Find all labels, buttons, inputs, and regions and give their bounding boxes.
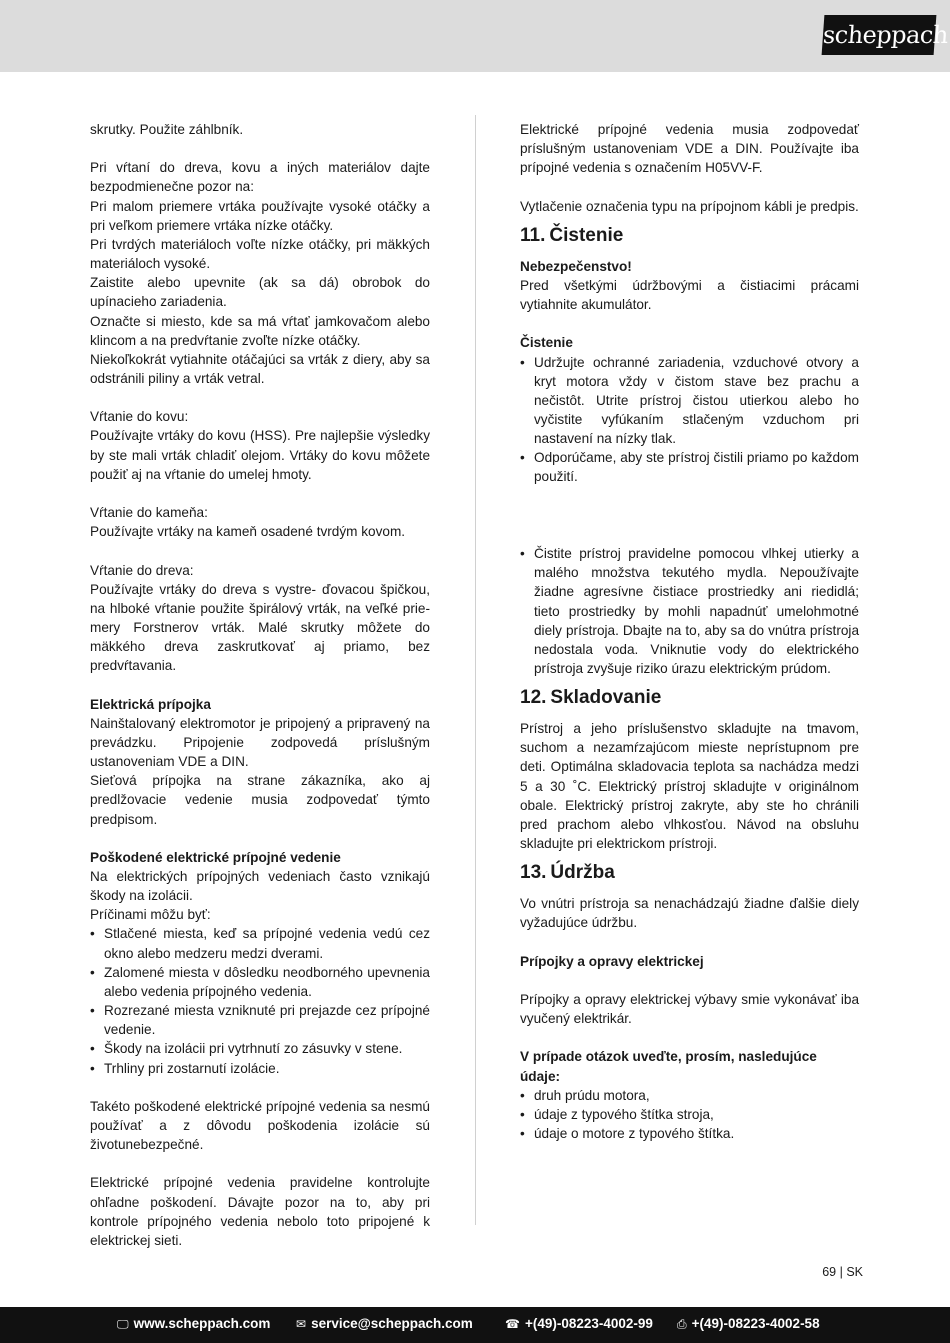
paragraph: Elektrické prípojné vedenia musia zodpovedať príslušným ustanoveniam VDE a DIN. Používajte iba prípojné vedenia s označením H05VV-F. (520, 122, 859, 176)
paragraph: skrutky. Použite záhlbník. (90, 122, 244, 137)
subheading-stone: Vŕtanie do kameňa: (90, 505, 208, 521)
list-item: • Zalomené miesta v dôsledku neodborného upevnenia alebo vedenia prípojného vedenia. (90, 963, 430, 1001)
list-item: • Stlačené miesta, keď sa prípojné vedenia vedú cez okno alebo medzeru medzi dverami. (90, 924, 430, 962)
list-item: • Trhliny pri zostarnutí izolácie. (90, 1059, 430, 1078)
paragraph: Vytlačenie označenia typu na prípojnom kábli je predpis. (520, 198, 859, 214)
paragraph: Sieťová prípojka na strane zákazníka, ako aj predlžovacie vedenie musia zodpovedať týmto predpisom. (90, 773, 430, 827)
phone-number: +(49)-08223-4002-99 (524, 1316, 653, 1331)
footer-email[interactable] (296, 1316, 473, 1331)
heading-repairs: Prípojky a opravy elektrickej (520, 953, 704, 969)
subheading-metal: Vŕtanie do kovu: (90, 409, 189, 425)
list-item: • údaje z typového štítka stroja, (520, 1105, 859, 1124)
paragraph: Používajte vrtáky do dreva s vystre- ďovacou špičkou, na hlboké vŕtanie použite špirálový vrták, na veľké prie-mery Forstnerov vrták. Malé skrutky môžete do mäkkého dreva zaskrutkovať aj priamo, bez predvŕtavania. (90, 581, 430, 674)
paragraph: Nainštalovaný elektromotor je pripojený a pripravený na prevádzku. Pripojenie zodpovedá príslušným ustanoveniam VDE a DIN. (90, 715, 430, 770)
danger-label: Nebezpečenstvo! (520, 258, 632, 274)
monitor-icon: 🖵 (117, 1317, 129, 1331)
list-item: • údaje o motore z typového štítka. (520, 1124, 859, 1143)
section-number: 13. (520, 862, 547, 884)
page-number: 69 | SK (822, 1265, 863, 1279)
section-heading-maintenance (520, 861, 859, 885)
questions-list (520, 1086, 859, 1143)
footer-website[interactable] (117, 1316, 270, 1332)
list-item: • Odporúčame, aby ste prístroj čistili priamo po každom použití. (520, 448, 859, 486)
paragraph: Zaistite alebo upevnite (ak sa dá) obrobok do upínacieho zariadenia. (90, 275, 430, 310)
section-number: 12. (520, 687, 547, 709)
footer-fax (677, 1316, 820, 1332)
phone-icon: ☎ (505, 1317, 520, 1331)
paragraph: Používajte vrtáky do kovu (HSS). Pre najlepšie výsledky by ste mali vrták chladiť olejom. Vrtáky do kovu môžete použiť aj na vŕtanie do umelej hmoty. (90, 428, 430, 482)
section-title: Skladovanie (550, 687, 662, 709)
paragraph: Príčinami môžu byť: (90, 907, 211, 923)
heading-questions: V prípade otázok uveďte, prosím, nasledujúce údaje: (520, 1049, 817, 1084)
causes-list (90, 924, 430, 1077)
subheading-wood: Vŕtanie do dreva: (90, 562, 194, 578)
paragraph: Prípojky a opravy elektrickej výbavy smie vykonávať iba vyučený elektrikár. (520, 991, 859, 1027)
heading-damaged-cable: Poškodené elektrické prípojné vedenie (90, 849, 341, 865)
section-heading-cleaning (520, 224, 859, 248)
mail-icon: ✉ (296, 1317, 307, 1331)
website-link[interactable]: www.scheppach.com (133, 1316, 271, 1331)
heading-electrical-connection: Elektrická prípojka (90, 696, 211, 712)
fax-number: +(49)-08223-4002-58 (691, 1316, 820, 1331)
paragraph: Označte si miesto, kde sa má vŕtať jamkovačom alebo klincom a na predvŕtanie zvoľte nízke otáčky. (90, 313, 430, 348)
paragraph: Používajte vrtáky na kameň osadené tvrdým kovom. (90, 524, 406, 540)
paragraph: Niekoľkokrát vytiahnite otáčajúci sa vrták z diery, aby sa odstránili piliny a vrták vetral. (90, 351, 430, 387)
section-heading-storage (520, 686, 859, 710)
scheppach-logo: scheppach (822, 15, 937, 55)
right-column (520, 120, 859, 1143)
paragraph: Pri tvrdých materiáloch voľte nízke otáčky, pri mäkkých materiáloch vysoké. (90, 236, 430, 272)
list-item: • Udržujte ochranné zariadenia, vzduchové otvory a kryt motora vždy v čistom stave bez prachu a nečistôt. Utrite prístroj čistou utierkou alebo ho vyčistite vyfúkaním stlačeným vzduchom pri nastavení na nízky tlak. (520, 353, 859, 449)
section-title: Čistenie (549, 224, 624, 246)
section-number: 11. (520, 224, 546, 246)
cleaning-list-continued (520, 544, 859, 678)
list-item: • druh prúdu motora, (520, 1086, 859, 1105)
paragraph: Elektrické prípojné vedenia pravidelne kontrolujte ohľadne poškodení. Dávajte pozor na to, aby pri kontrole prípojného vedenia nebolo toto pripojené k elektrickej sieti. (90, 1175, 430, 1248)
paragraph: Na elektrických prípojných vedeniach často vznikajú škody na izolácii. (90, 869, 430, 904)
paragraph: Pri malom priemere vrtáka používajte vysoké otáčky a pri veľkom priemere vrtáka nízke otáčky. (90, 198, 430, 233)
cleaning-list (520, 353, 859, 487)
list-item: • Škody na izolácii pri vytrhnutí zo zásuvky v stene. (90, 1039, 430, 1058)
paragraph: Prístroj a jeho príslušenstvo skladujte na tmavom, suchom a nezamŕzajúcom mieste neprístupnom pre deti. Optimálna skladovacia teplota sa nachádza medzi 5 a 30 ˚C. Elektrický prístroj skladujte v originálnom obale. Elektrický prístroj zakryte, aby ste ho chránili pred prachom alebo vlhkosťou. Návod na obsluhu skladujte pri elektrickom prístroji. (520, 721, 859, 852)
email-link[interactable]: service@scheppach.com (311, 1316, 473, 1331)
footer-bar (0, 1307, 950, 1343)
subheading-cleaning: Čistenie (520, 335, 573, 351)
paragraph: Vo vnútri prístroja sa nenachádzajú žiadne ďalšie diely vyžadujúce údržbu. (520, 896, 859, 931)
left-column (90, 120, 430, 1250)
header-bar (0, 0, 950, 72)
section-title: Údržba (550, 862, 615, 884)
fax-icon: ⎙ (677, 1317, 687, 1331)
footer-phone (505, 1316, 653, 1331)
paragraph: Pri vŕtaní do dreva, kovu a iných materiálov dajte bezpodmienečne pozor na: (90, 160, 430, 195)
paragraph: Takéto poškodené elektrické prípojné vedenia sa nesmú používať a z dôvodu poškodenia izolácie sú životunebezpečné. (90, 1098, 430, 1153)
paragraph: Pred všetkými údržbovými a čistiacimi prácami vytiahnite akumulátor. (520, 277, 859, 313)
list-item: • Čistite prístroj pravidelne pomocou vlhkej utierky a malého množstva tekutého mydla. Nepoužívajte žiadne agresívne čistiace prostriedky ani riedidlá; tieto prostriedky by mohli napadnúť umelohmotné diely prístroja. Dbajte na to, aby sa do vnútra prístroja nedostala voda. Vniknutie vody do elektrického prístroja zvyšuje riziko úrazu elektrickým prúdom. (520, 544, 859, 678)
list-item: • Rozrezané miesta vzniknuté pri prejazde cez prípojné vedenie. (90, 1001, 430, 1039)
column-divider (475, 115, 476, 1225)
